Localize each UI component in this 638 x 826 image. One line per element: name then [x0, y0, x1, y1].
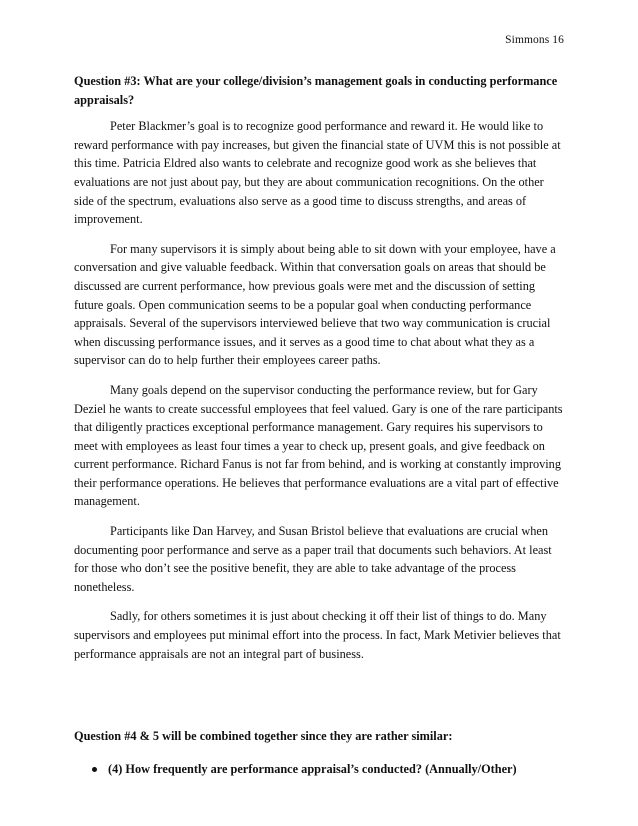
page-content: [74, 72, 566, 778]
paragraph-1: Peter Blackmer’s goal is to recognize good performance and reward it. He would like to reward performance with pay increases, but given the financial state of UVM this is not possible at this time. Patricia Eldred also wants to celebrate and recognize good work as she believes that evaluations are not just about pay, but they are about communication recognitions. On the other side of the spectrum, evaluations also serve as a good time to discuss strengths, and areas of improvement.: [74, 119, 561, 227]
question-3-heading: Question #3: What are your college/division’s management goals in conducting performance appraisals?: [74, 74, 558, 107]
paragraph-3: Many goals depend on the supervisor conducting the performance review, but for Gary Deziel he wants to create successful employees that feel valued. Gary is one of the rare participants that diligently practices exceptional performance management. Gary requires his supervisors to meet with employees as least four times a year to check up, present goals, and give feedback on current performance. Richard Fanus is not far from behind, and is working at constantly improving their performance operations. He believes that performance evaluations are a vital part of effective management.: [74, 382, 563, 509]
bullet-icon: [92, 767, 97, 772]
page-header: [505, 34, 564, 46]
question-4-5-heading: Question #4 & 5 will be combined together since they are rather similar:: [74, 729, 453, 744]
page-number-label: Simmons 16: [505, 34, 564, 46]
paragraph-5: Sadly, for others sometimes it is just about checking it off their list of things to do. Many supervisors and employees put minimal effort into the process. In fact, Mark Metivier believes that performance appraisals are not an integral part of business.: [74, 609, 561, 661]
paragraph-4: Participants like Dan Harvey, and Susan Bristol believe that evaluations are crucial when documenting poor performance and serve as a paper trail that documents such behaviors. At least for those who don’t see the positive benefit, they are able to take advantage of the process nonetheless.: [74, 524, 552, 594]
bullet-text: (4) How frequently are performance appraisal’s conducted? (Annually/Other): [108, 761, 517, 776]
section-spacer: [74, 674, 566, 727]
question-bullet-list: [74, 760, 566, 779]
list-item: [74, 760, 566, 779]
paragraph-2: For many supervisors it is simply about being able to sit down with your employee, have a conversation and give valuable feedback. Within that conversation goals on areas that should be discussed are current performance, how previous goals were met and the discussion of setting future goals. Open communication seems to be a popular goal when conducting performance appraisals. Several of the supervisors interviewed believe that two way communication is crucial when discussing performance issues, and it serves as a good time to chat about what they as a supervisor can do to help further their employees career paths.: [74, 241, 556, 368]
